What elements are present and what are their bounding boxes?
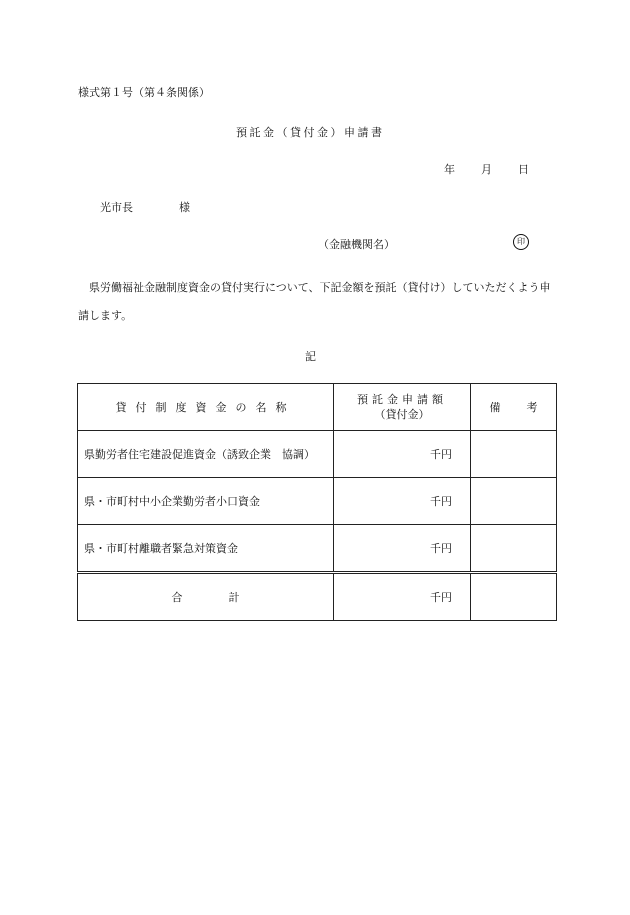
date-year-label: 年 <box>444 163 455 176</box>
request-body-text: 県労働福祉金融制度資金の貸付実行について、下記金額を預託（貸付け）していただくよう申請します。 <box>78 281 551 322</box>
ki-heading: 記 <box>305 350 316 363</box>
table-row <box>78 431 557 478</box>
seal-mark: 印 <box>513 234 529 250</box>
date-line <box>444 161 529 177</box>
table-row <box>78 525 557 573</box>
addressee-name: 光市長 <box>100 201 133 214</box>
total-remarks-cell[interactable] <box>471 573 557 621</box>
header-remarks <box>471 384 557 431</box>
amount-cell[interactable]: 千円 <box>334 478 471 525</box>
total-label-a: 合 <box>171 591 183 604</box>
total-label-cell <box>78 573 334 621</box>
table-header-row <box>78 384 557 431</box>
date-day-label: 日 <box>518 163 529 176</box>
total-label-b: 計 <box>228 591 240 604</box>
total-row <box>78 573 557 621</box>
addressee-honorific: 様 <box>179 201 190 214</box>
remarks-cell[interactable] <box>471 525 557 573</box>
header-remarks-a: 備 <box>489 401 501 414</box>
form-number: 様式第１号（第４条関係） <box>78 86 210 99</box>
header-fund-name: 貸付制度資金の名称 <box>78 384 334 431</box>
fund-name-cell: 県勤労者住宅建設促進資金（誘致企業 協調） <box>78 431 334 478</box>
remarks-cell[interactable] <box>471 478 557 525</box>
header-remarks-b: 考 <box>526 401 538 414</box>
header-amount <box>334 384 471 431</box>
institution-label: （金融機関名） <box>318 238 395 251</box>
remarks-cell[interactable] <box>471 431 557 478</box>
fund-name-cell: 県・市町村離職者緊急対策資金 <box>78 525 334 573</box>
date-month-label: 月 <box>481 163 492 176</box>
header-amount-line1: 預託金申請額 <box>357 393 447 406</box>
fund-name-cell: 県・市町村中小企業勤労者小口資金 <box>78 478 334 525</box>
total-amount-cell[interactable]: 千円 <box>334 573 471 621</box>
table-row <box>78 478 557 525</box>
header-amount-line2: （貸付金） <box>374 408 430 421</box>
application-table <box>77 383 557 621</box>
amount-cell[interactable]: 千円 <box>334 431 471 478</box>
amount-cell[interactable]: 千円 <box>334 525 471 573</box>
addressee-line <box>100 199 190 215</box>
document-title: 預託金（貸付金）申請書 <box>236 126 385 139</box>
